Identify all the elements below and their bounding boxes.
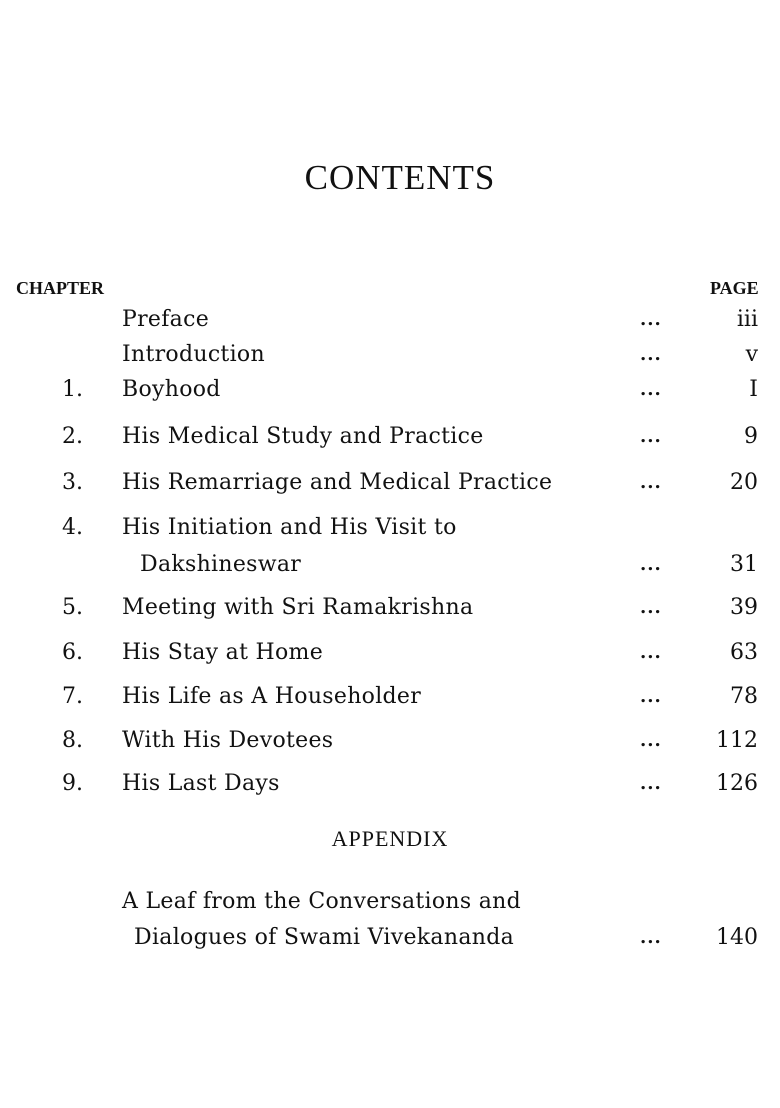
appendix-heading: APPENDIX — [331, 826, 449, 851]
entry-page: iii — [736, 307, 758, 332]
page-title: CONTENTS — [304, 158, 496, 197]
toc-entry-9 — [0, 769, 780, 799]
entry-number: 1. — [62, 377, 83, 402]
page-column-header: PAGE — [710, 278, 759, 298]
toc-entry-preface — [0, 305, 780, 335]
entry-page: 31 — [730, 552, 758, 577]
entry-title: His Stay at Home — [122, 640, 324, 665]
toc-entry-3 — [0, 468, 780, 498]
toc-entry-6 — [0, 638, 780, 668]
entry-number: 8. — [62, 728, 83, 753]
entry-title: A Leaf from the Conversations and — [122, 889, 522, 914]
toc-entry-7 — [0, 682, 780, 712]
entry-page: 20 — [730, 470, 758, 495]
dot-leader: ... — [640, 379, 662, 400]
entry-title-continued: Dakshineswar — [140, 552, 302, 577]
appendix-entry-continued — [0, 923, 780, 953]
entry-number: 2. — [62, 424, 83, 449]
entry-title: Introduction — [122, 342, 265, 367]
toc-entry-4-continued — [0, 550, 780, 580]
entry-title: His Last Days — [122, 771, 280, 796]
entry-page: I — [749, 377, 758, 402]
dot-leader: ... — [640, 927, 662, 948]
entry-page: 39 — [730, 595, 758, 620]
dot-leader: ... — [640, 309, 662, 330]
entry-page: 112 — [716, 728, 758, 753]
entry-number: 3. — [62, 470, 83, 495]
appendix-entry — [0, 887, 780, 917]
entry-title: Preface — [122, 307, 210, 332]
entry-title: Boyhood — [122, 377, 221, 402]
entry-page: 126 — [716, 771, 758, 796]
dot-leader: ... — [640, 773, 662, 794]
entry-page: 9 — [744, 424, 758, 449]
entry-title: His Remarriage and Medical Practice — [122, 470, 553, 495]
entry-title: With His Devotees — [122, 728, 334, 753]
entry-page: v — [745, 342, 758, 367]
entry-title-continued: Dialogues of Swami Vivekananda — [134, 925, 515, 950]
entry-title: His Medical Study and Practice — [122, 424, 484, 449]
dot-leader: ... — [640, 344, 662, 365]
entry-page: 63 — [730, 640, 758, 665]
entry-number: 5. — [62, 595, 83, 620]
dot-leader: ... — [640, 426, 662, 447]
toc-entry-4 — [0, 513, 780, 543]
toc-entry-introduction — [0, 340, 780, 370]
chapter-column-header: CHAPTER — [16, 278, 105, 298]
entry-page: 140 — [716, 925, 758, 950]
dot-leader: ... — [640, 642, 662, 663]
toc-entry-2 — [0, 422, 780, 452]
entry-title: His Life as A Householder — [122, 684, 422, 709]
entry-number: 6. — [62, 640, 83, 665]
entry-number: 7. — [62, 684, 83, 709]
dot-leader: ... — [640, 554, 662, 575]
entry-number: 9. — [62, 771, 83, 796]
dot-leader: ... — [640, 686, 662, 707]
toc-entry-1 — [0, 375, 780, 405]
toc-entry-8 — [0, 726, 780, 756]
entry-page: 78 — [730, 684, 758, 709]
toc-entry-5 — [0, 593, 780, 623]
entry-number: 4. — [62, 515, 83, 540]
entry-title: Meeting with Sri Ramakrishna — [122, 595, 474, 620]
dot-leader: ... — [640, 597, 662, 618]
dot-leader: ... — [640, 472, 662, 493]
entry-title: His Initiation and His Visit to — [122, 515, 457, 540]
dot-leader: ... — [640, 730, 662, 751]
